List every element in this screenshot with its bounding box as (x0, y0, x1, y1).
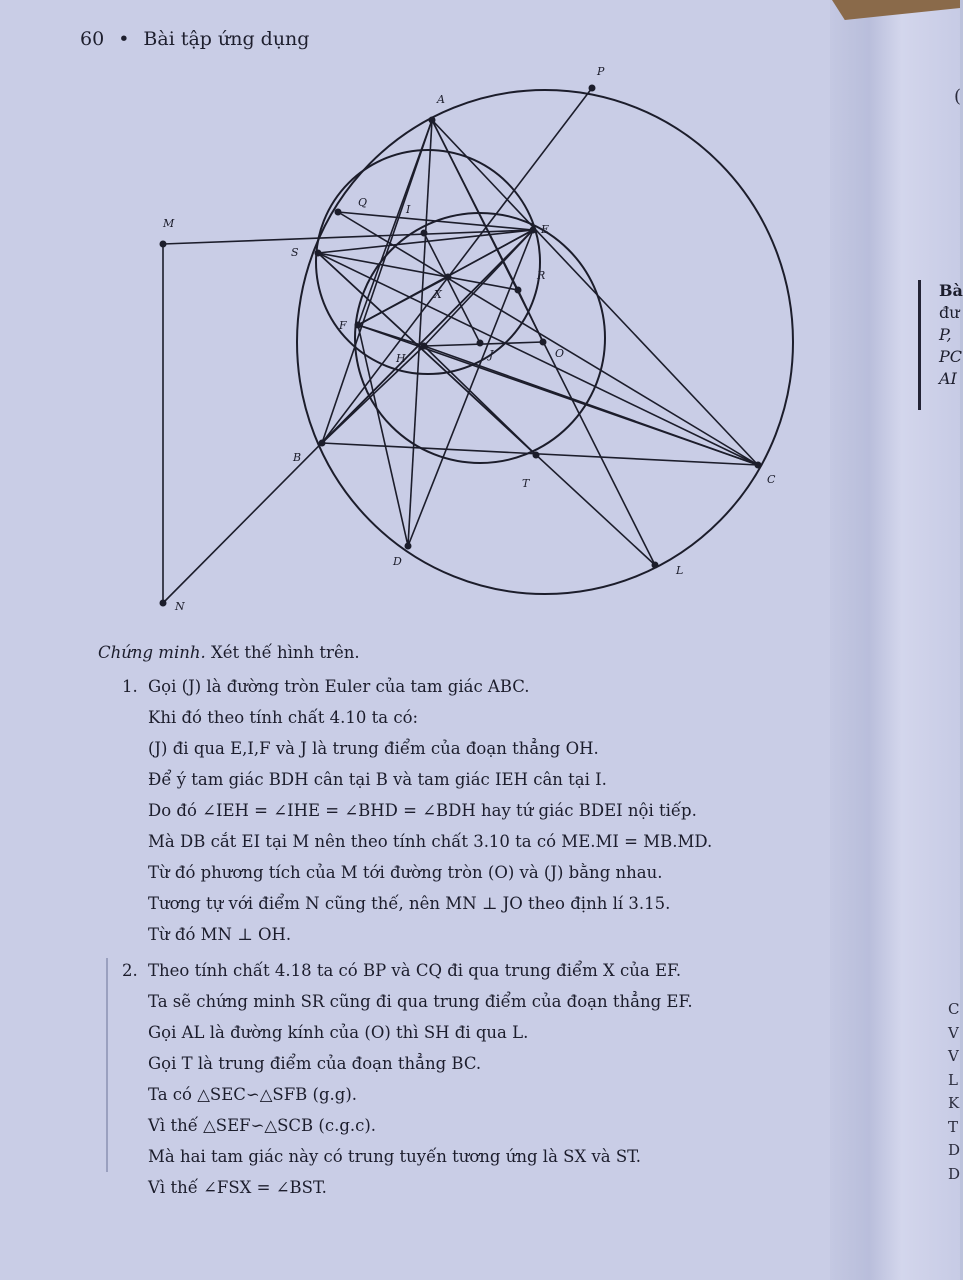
label-m: M (163, 217, 175, 230)
next-page-letters (948, 998, 960, 1186)
proof-heading: Chứng minh. (98, 643, 206, 662)
proof-intro-text: Xét thế hình trên. (205, 643, 360, 662)
next-page-bracket: ( (954, 86, 962, 107)
proof-line: Theo tính chất 4.18 ta có BP và CQ đi qua trung điểm X của EF. (148, 961, 682, 980)
item-number: 1. (122, 677, 138, 696)
proof-line: Vì thế △SEF∽△SCB (c.g.c). (148, 1116, 377, 1135)
item-2-margin-bar (106, 958, 108, 1172)
label-j: J (489, 348, 494, 361)
next-page-letter: C (948, 1000, 960, 1018)
label-p: P (597, 65, 605, 78)
label-d: D (393, 555, 402, 568)
label-e: E (541, 223, 550, 236)
next-page-box-title: Bà (939, 281, 963, 300)
next-page-box (918, 280, 963, 410)
proof-line: Gọi T là trung điểm của đoạn thẳng BC. (148, 1054, 482, 1073)
proof-line: Ta có △SEC∽△SFB (g.g). (148, 1085, 358, 1104)
next-page-letter: D (948, 1141, 961, 1159)
next-page-box-line: AI (939, 369, 957, 388)
next-page-box-line: đư (939, 303, 960, 322)
page-number: 60 (80, 28, 105, 50)
proof-line: Từ đó phương tích của M tới đường tròn (O) và (J) bằng nhau. (148, 863, 663, 882)
proof-section (98, 640, 818, 1201)
proof-line: Mà DB cắt EI tại M nên theo tính chất 3.10 ta có ME.MI = MB.MD. (148, 832, 713, 851)
next-page-letter: D (948, 1164, 961, 1183)
proof-line: Gọi AL là đường kính của (O) thì SH đi qua L. (148, 1023, 529, 1042)
label-x: X (434, 288, 442, 301)
label-l: L (676, 564, 684, 577)
label-i: I (406, 203, 411, 216)
proof-line: Từ đó MN ⊥ OH. (148, 925, 292, 944)
section-title: Bài tập ứng dụng (143, 28, 310, 50)
label-b: B (293, 451, 302, 464)
proof-line: (J) đi qua E,I,F và J là trung điểm của đoạn thẳng OH. (148, 739, 599, 758)
proof-item-2 (122, 958, 818, 1201)
proof-line: Gọi (J) là đường tròn Euler của tam giác ABC. (148, 677, 530, 696)
proof-line: Tương tự với điểm N cũng thế, nên MN ⊥ JO theo định lí 3.15. (148, 894, 671, 913)
next-page-letter: V (948, 1047, 959, 1065)
proof-line: Để ý tam giác BDH cân tại B và tam giác IEH cân tại I. (148, 770, 607, 789)
label-q: Q (358, 196, 368, 209)
header-bullet: • (118, 28, 130, 50)
label-a: A (437, 93, 445, 106)
label-n: N (175, 600, 185, 613)
label-o: O (555, 347, 565, 360)
proof-item-1 (122, 674, 818, 948)
proof-line: Khi đó theo tính chất 4.10 ta có: (148, 708, 419, 727)
label-c: C (767, 473, 776, 486)
label-h: H (396, 352, 406, 365)
next-page-box-line: PC (939, 347, 963, 366)
next-page-box-line: P, (939, 325, 952, 344)
label-f: F (339, 319, 347, 332)
label-t: T (522, 477, 530, 490)
circle-j (355, 213, 605, 463)
next-page-letter: T (948, 1117, 959, 1136)
proof-line: Mà hai tam giác này có trung tuyến tương ứng là SX và ST. (148, 1147, 641, 1166)
next-page-letter: K (948, 1094, 960, 1112)
item-number: 2. (122, 961, 138, 980)
label-r: R (537, 269, 546, 282)
proof-line: Vì thế ∠FSX = ∠BST. (148, 1178, 327, 1197)
proof-line: Do đó ∠IEH = ∠IHE = ∠BHD = ∠BDH hay tứ giác BDEI nội tiếp. (148, 801, 697, 820)
next-page-letter: L (948, 1070, 958, 1089)
label-s: S (291, 246, 299, 259)
proof-intro (98, 640, 818, 666)
proof-line: Ta sẽ chứng minh SR cũng đi qua trung điểm của đoạn thẳng EF. (148, 992, 693, 1011)
next-page-letter: V (948, 1023, 959, 1042)
